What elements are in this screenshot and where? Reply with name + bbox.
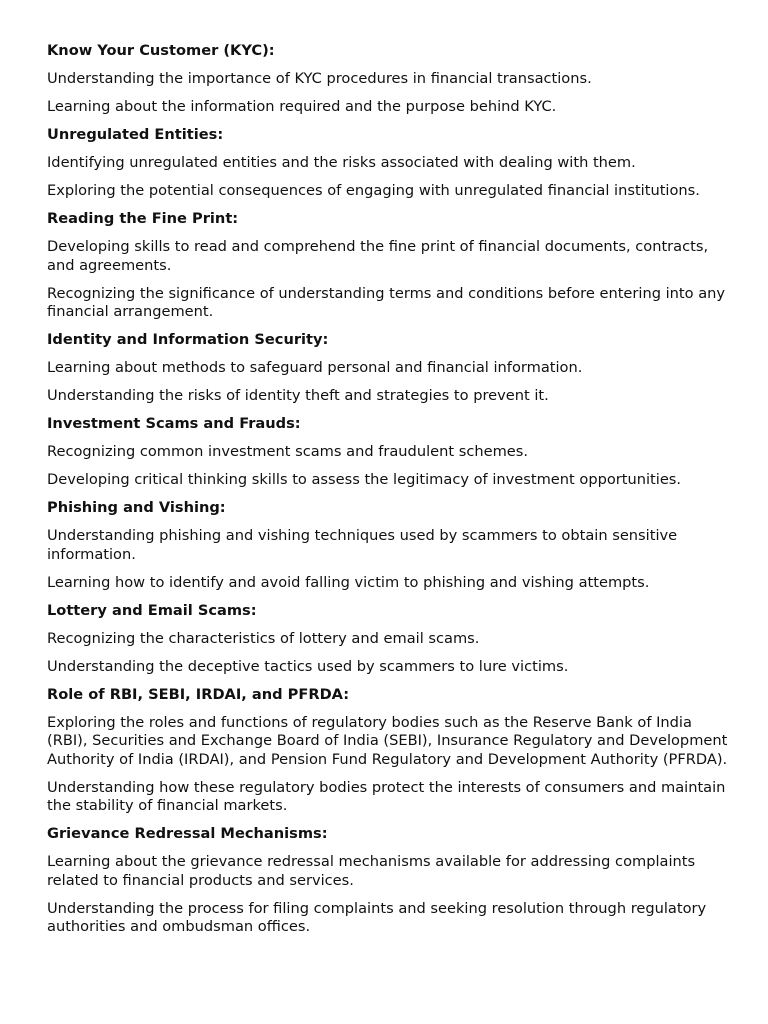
paragraph: Understanding the risks of identity theft and strategies to prevent it.	[47, 387, 549, 404]
paragraph: Exploring the potential consequences of engaging with unregulated financial institutions.	[47, 182, 700, 199]
paragraph: Learning how to identify and avoid falling victim to phishing and vishing attempts.	[47, 573, 650, 591]
section-heading: Unregulated Entities:	[47, 126, 224, 143]
paragraph: Recognizing the characteristics of lottery and email scams.	[47, 629, 480, 647]
section-heading: Phishing and Vishing:	[47, 499, 226, 516]
section-identity-security	[47, 331, 728, 406]
paragraph: Recognizing common investment scams and fraudulent schemes.	[47, 443, 529, 460]
paragraph: Understanding phishing and vishing techniques used by scammers to obtain sensitive information.	[47, 527, 678, 563]
section-kyc	[47, 42, 728, 117]
section-fine-print	[47, 210, 728, 322]
paragraph: Learning about methods to safeguard personal and financial information.	[47, 359, 583, 376]
section-heading: Reading the Fine Print:	[47, 210, 239, 227]
section-regulators	[47, 686, 728, 816]
paragraph: Developing skills to read and comprehend the fine print of financial documents, contracts, and agreements.	[47, 238, 709, 274]
paragraph: Understanding how these regulatory bodies protect the interests of consumers and maintain the stability of financial markets.	[47, 778, 726, 814]
section-heading: Grievance Redressal Mechanisms:	[47, 825, 328, 842]
paragraph: Learning about the information required and the purpose behind KYC.	[47, 98, 557, 115]
section-heading: Role of RBI, SEBI, IRDAI, and PFRDA:	[47, 685, 350, 703]
section-heading: Know Your Customer (KYC):	[47, 42, 275, 59]
section-lottery-email-scams	[47, 602, 728, 677]
section-phishing-vishing	[47, 499, 728, 592]
paragraph: Understanding the importance of KYC procedures in financial transactions.	[47, 70, 592, 87]
paragraph: Learning about the grievance redressal mechanisms available for addressing complaints related to financial products and services.	[47, 853, 696, 889]
paragraph: Identifying unregulated entities and the risks associated with dealing with them.	[47, 154, 636, 171]
section-heading: Investment Scams and Frauds:	[47, 415, 301, 432]
section-heading: Identity and Information Security:	[47, 331, 329, 348]
paragraph: Understanding the deceptive tactics used by scammers to lure victims.	[47, 657, 569, 675]
section-unregulated-entities	[47, 126, 728, 201]
section-heading: Lottery and Email Scams:	[47, 601, 257, 619]
paragraph: Recognizing the significance of understanding terms and conditions before entering into any financial arrangement.	[47, 284, 726, 320]
section-grievance-redressal	[47, 825, 728, 937]
section-investment-scams	[47, 415, 728, 490]
paragraph: Understanding the process for filing complaints and seeking resolution through regulatory authorities and ombudsman offices.	[47, 899, 707, 935]
paragraph: Developing critical thinking skills to assess the legitimacy of investment opportunities.	[47, 471, 682, 488]
paragraph: Exploring the roles and functions of regulatory bodies such as the Reserve Bank of India (RBI), Securities and Exchange Board of India (SEBI), Insurance Regulatory and Development Authority of India (IRDAI), and Pension Fund Regulatory and Development Authority (PFRDA).	[47, 713, 728, 768]
